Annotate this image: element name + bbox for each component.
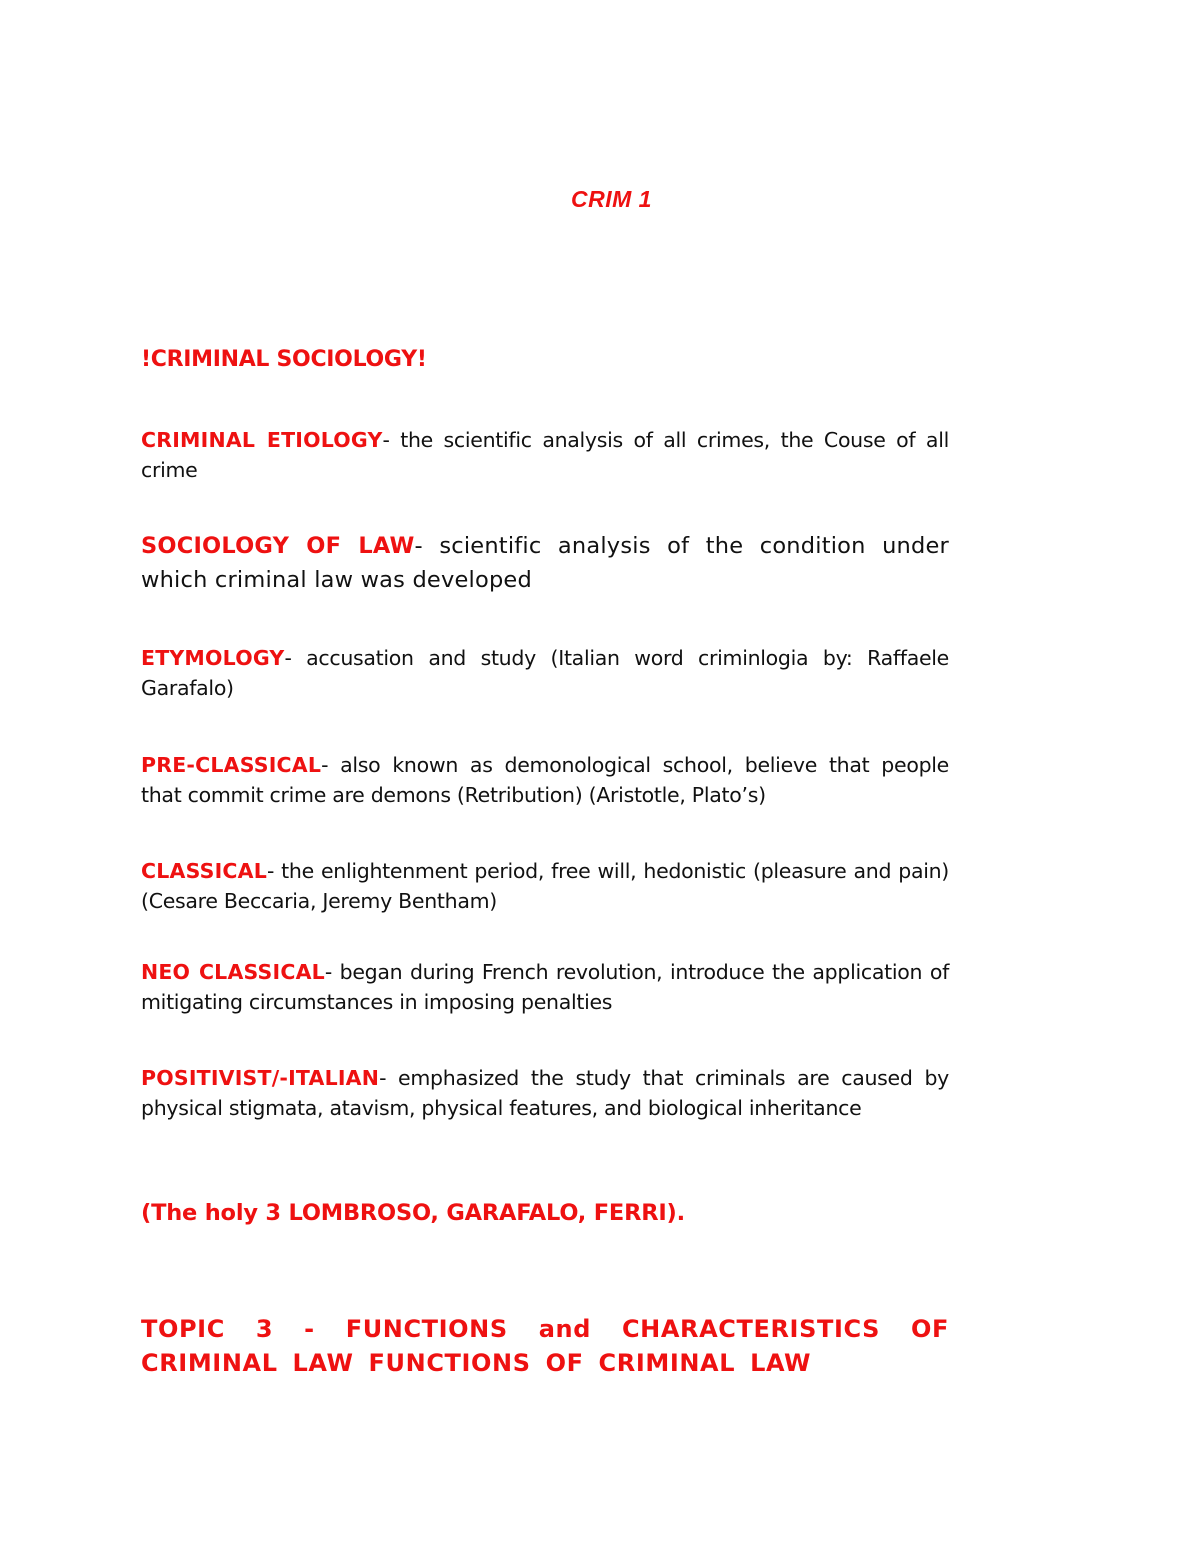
entry-pre-classical (141, 750, 949, 810)
entry-term: SOCIOLOGY OF LAW (141, 533, 415, 559)
entry-criminal-etiology (141, 425, 949, 485)
entry-positivist-italian (141, 1063, 949, 1123)
topic-heading-text: TOPIC 3 - FUNCTIONS and CHARACTERISTICS OF CRIMINAL LAW FUNCTIONS OF CRIMINAL LAW (141, 1315, 949, 1377)
holy-three-line (141, 1198, 949, 1228)
holy-three-text: (The holy 3 LOMBROSO, GARAFALO, FERRI). (141, 1200, 685, 1226)
entry-definition: - the scientific analysis of all crimes, the Couse of all crime (141, 428, 949, 482)
entry-term: CRIMINAL ETIOLOGY (141, 428, 383, 452)
entry-term: POSITIVIST/-ITALIAN (141, 1066, 380, 1090)
entry-term: PRE-CLASSICAL (141, 753, 322, 777)
section-heading-text: !CRIMINAL SOCIOLOGY! (141, 347, 427, 372)
entry-etymology (141, 643, 949, 703)
entry-term: CLASSICAL (141, 859, 267, 883)
entry-term: NEO CLASSICAL (141, 960, 325, 984)
section-heading (141, 344, 949, 375)
document-title: CRIM 1 (571, 186, 652, 212)
entry-definition: - also known as demonological school, believe that people that commit crime are demons (Retribution) (Aristotle, Plato’s) (141, 753, 949, 807)
entry-definition: - emphasized the study that criminals are caused by physical stigmata, atavism, physical features, and biological inheritance (141, 1066, 949, 1120)
entry-definition: - began during French revolution, introduce the application of mitigating circumstances in imposing penalties (141, 960, 949, 1014)
entry-neo-classical (141, 957, 949, 1017)
entry-classical (141, 856, 949, 916)
entry-term: ETYMOLOGY (141, 646, 285, 670)
entry-definition: - accusation and study (Italian word criminlogia by: Raffaele Garafalo) (141, 646, 949, 700)
topic-heading (141, 1312, 949, 1380)
entry-definition: - scientific analysis of the condition under which criminal law was developed (141, 533, 949, 593)
entry-sociology-of-law (141, 529, 949, 597)
entry-definition: - the enlightenment period, free will, hedonistic (pleasure and pain) (Cesare Beccaria, Jeremy Bentham) (141, 859, 949, 913)
